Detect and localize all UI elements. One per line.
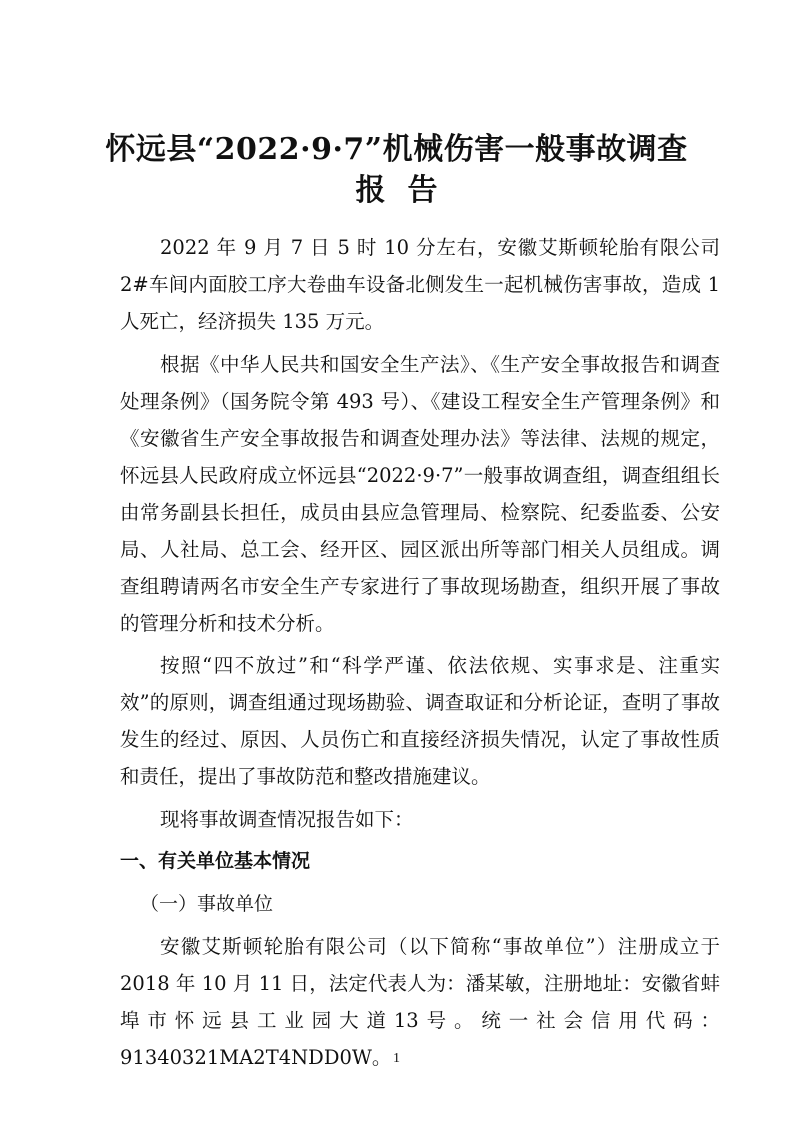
paragraph-investigation-principles: 按照“四不放过”和“科学严谨、依法依规、实事求是、注重实效”的原则，调查组通过现场勘验、调查取证和分析论证，查明了事故发生的经过、原因、人员伤亡和直接经济损失情况，认定了事故性质和责任，提出了事故防范和整改措施建议。	[120, 654, 720, 788]
document-title-line1: 怀远县“2022·9·7”机械伤害一般事故调查	[105, 132, 688, 167]
paragraph-report-intro: 现将事故调查情况报告如下：	[160, 807, 414, 831]
document-body	[120, 229, 720, 1082]
page-number: 1	[393, 1051, 400, 1066]
subsection-heading-accident-unit: （一）事故单位	[140, 892, 274, 915]
section-heading-units: 一、有关单位基本情况	[120, 850, 311, 872]
paragraph-accident-unit: 安徽艾斯顿轮胎有限公司（以下简称“事故单位”）注册成立于 2018 年 10 月 11 日，法定代表人为：潘某敏，注册地址：安徽省蚌埠市怀远县工业园大道13号。统一社会信用代码：91340321MA2T4NDD0W。	[120, 935, 720, 1069]
document-title-line2: 报告	[355, 173, 460, 208]
paragraph-accident-summary: 2022 年 9 月 7 日 5 时 10 分左右，安徽艾斯顿轮胎有限公司 2#车间内面胶工序大卷曲车设备北侧发生一起机械伤害事故，造成 1 人死亡，经济损失 135 万元。	[120, 236, 720, 333]
paragraph-legal-basis: 根据《中华人民共和国安全生产法》、《生产安全事故报告和调查处理条例》（国务院令第 493 号）、《建设工程安全生产管理条例》和《安徽省生产安全事故报告和调查处理办法》等法律、法规的规定，怀远县人民政府成立怀远县“2022·9·7”一般事故调查组，调查组组长由常务副县长担任，成员由县应急管理局、检察院、纪委监委、公安局、人社局、总工会、经开区、园区派出所等部门相关人员组成。调查组聘请两名市安全生产专家进行了事故现场勘查，组织开展了事故的管理分析和技术分析。	[120, 352, 720, 635]
